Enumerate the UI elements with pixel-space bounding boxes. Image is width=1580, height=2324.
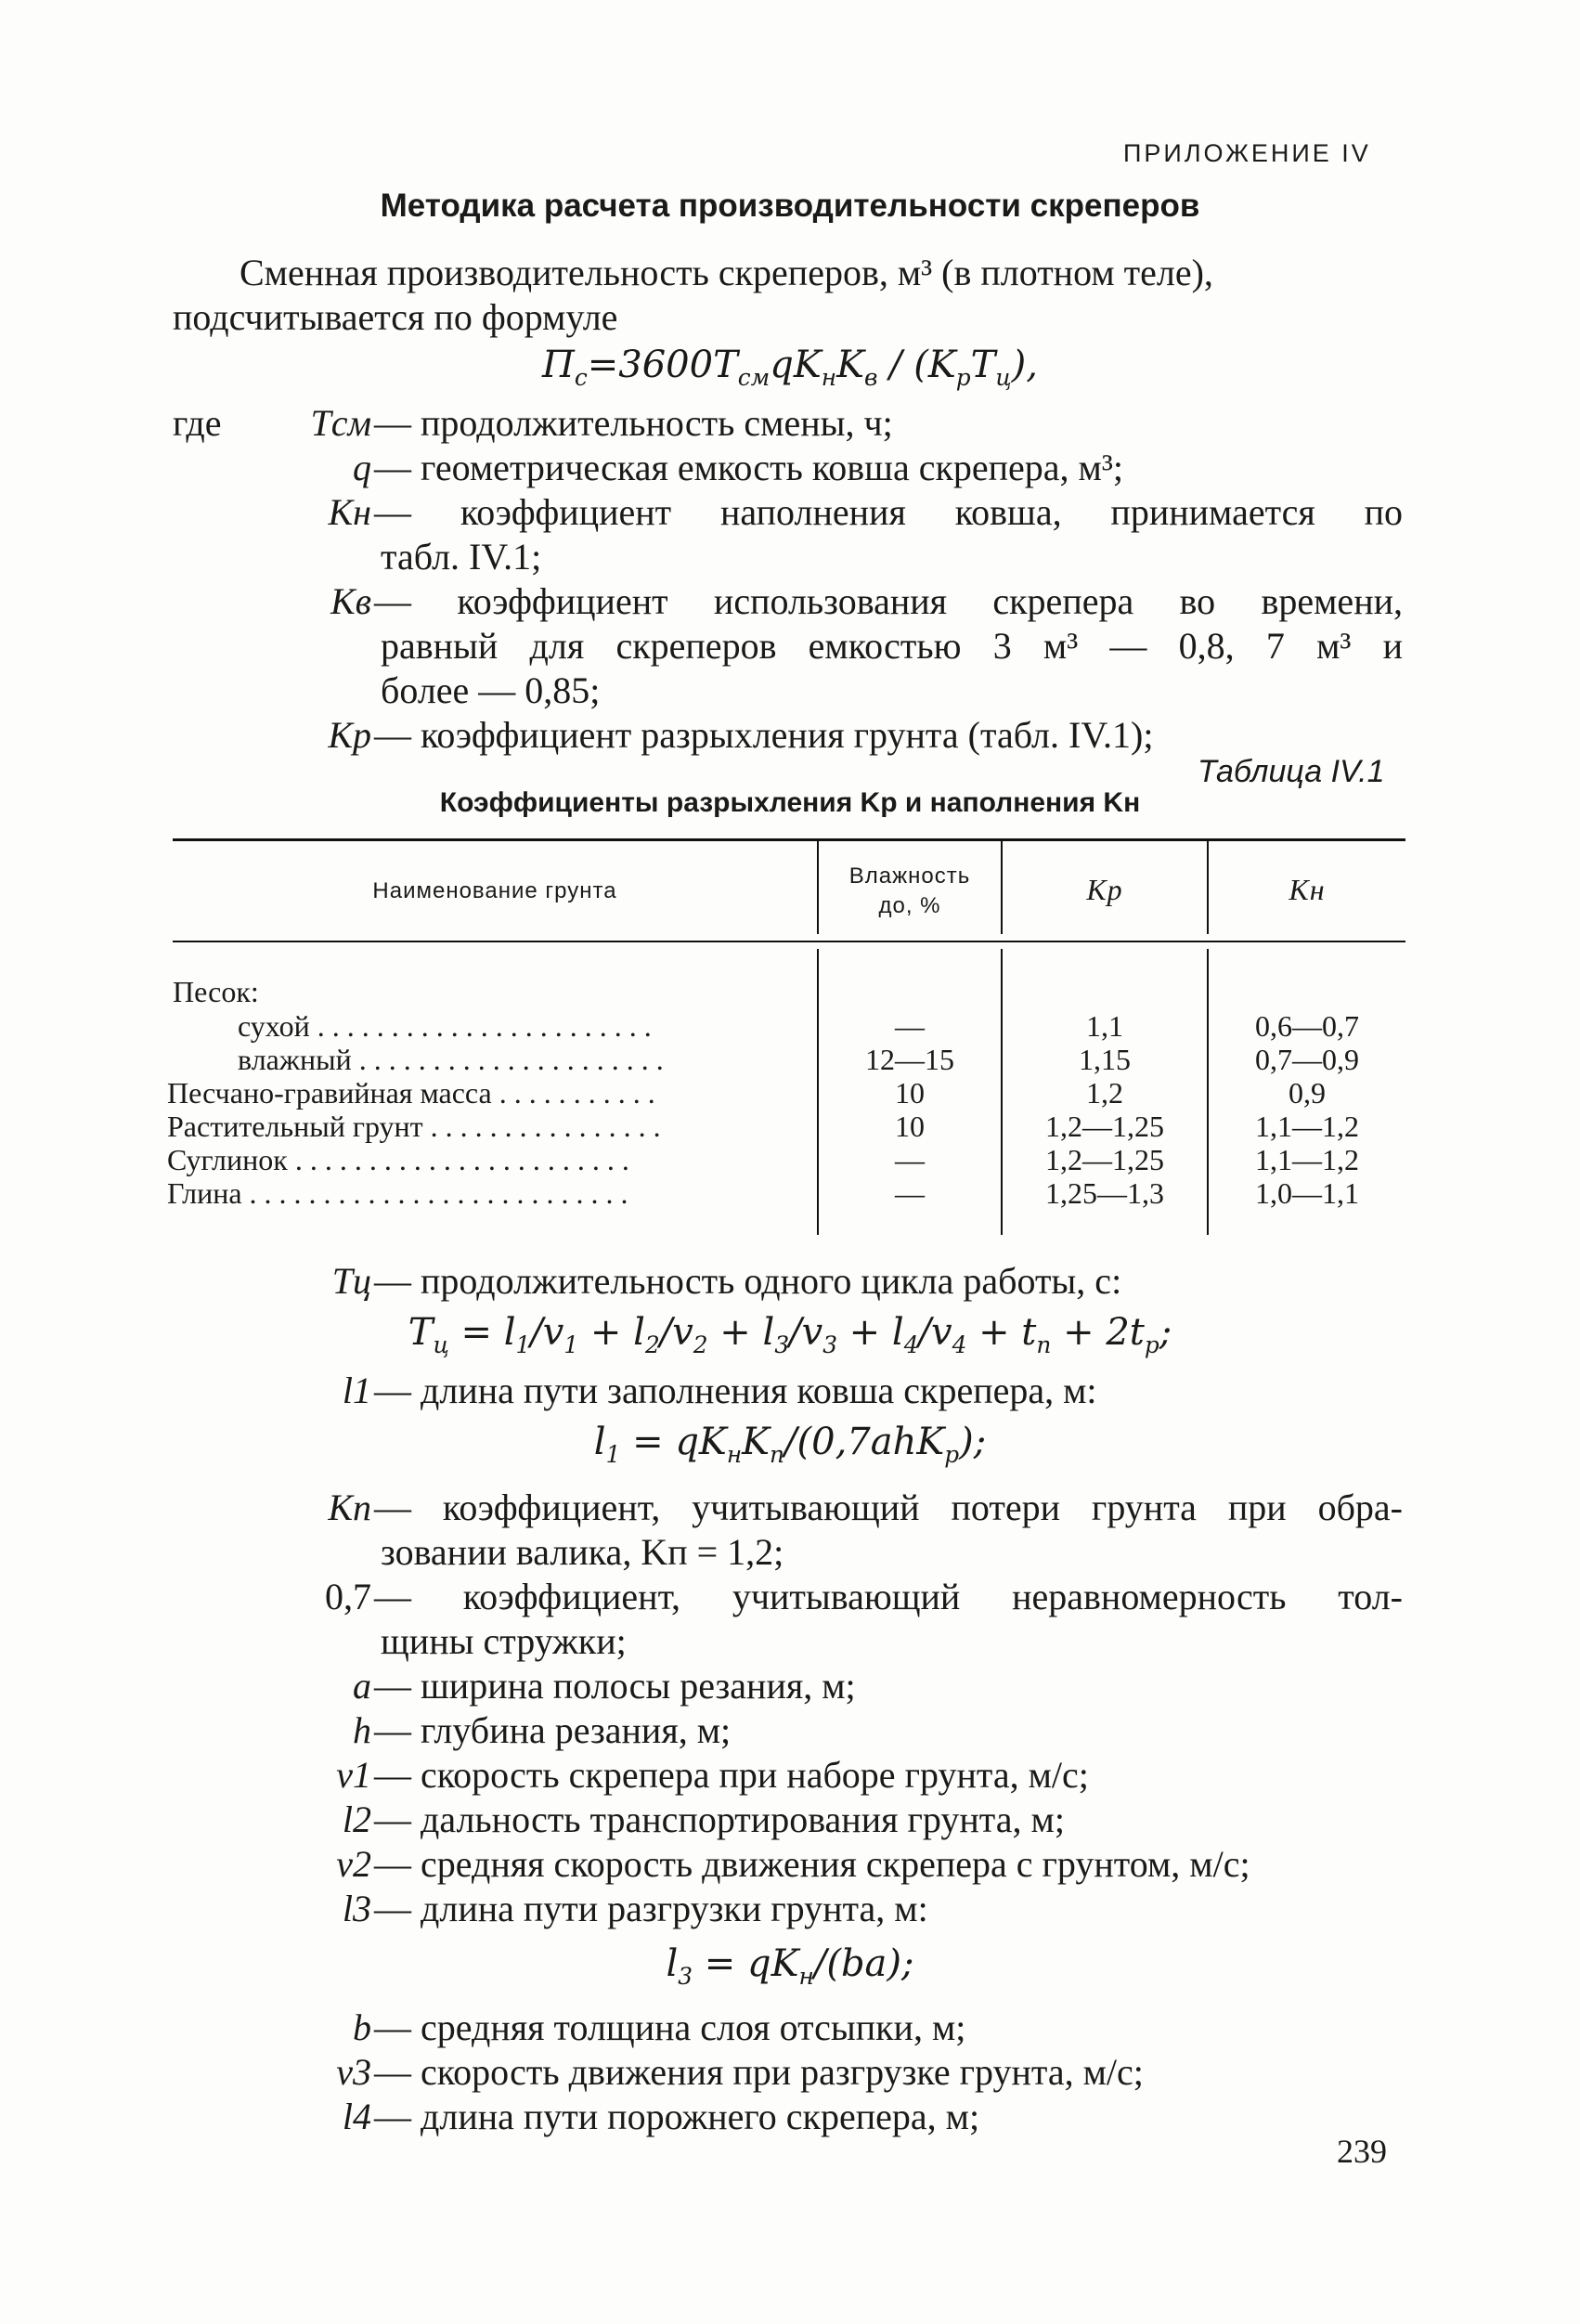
term-h: h — [353, 1709, 371, 1751]
def-b: — средняя толщина слоя отсыпки, м; — [374, 2006, 966, 2048]
def-coef-07-line-2: щины стружки; — [381, 1620, 627, 1662]
def-kv-line-2: равный для скреперов емкостью 3 м³ — 0,8, 7 м³ и — [381, 625, 1403, 667]
term-b: b — [353, 2006, 371, 2048]
term-coef-07: 0,7 — [325, 1576, 371, 1617]
def-kp-loss-line-1: — коэффициент, учитывающий потери грунта при обра- — [374, 1487, 1403, 1528]
table-cell-kn: 0,7—0,9 — [1255, 1043, 1359, 1076]
def-kv-line-1: — коэффициент использования скрепера во времени, — [374, 580, 1403, 622]
intro-line-2: подсчитывается по формуле — [173, 296, 618, 338]
table-cell-kn: 1,1—1,2 — [1255, 1143, 1359, 1176]
th-moisture-1: Влажность — [848, 863, 971, 889]
table-cell-moisture: 10 — [895, 1110, 925, 1143]
where-word: где — [173, 402, 222, 444]
term-v1: v1 — [336, 1754, 371, 1796]
def-coef-07-line-1: — коэффициент, учитывающий неравномерность тол- — [374, 1576, 1403, 1617]
table-cell-kp: 1,25—1,3 — [1045, 1176, 1164, 1210]
def-tsm: — продолжительность смены, ч; — [374, 402, 893, 444]
th-moisture-2: до, % — [878, 893, 941, 918]
th-kp: Kр — [1086, 873, 1123, 906]
formula-l3: $l_3 = qK_н/(ba)$; — [666, 1942, 914, 1990]
page-number: 239 — [1337, 2133, 1387, 2170]
table-row-name: Песчано-гравийная масса . . . . . . . . . . . — [167, 1076, 655, 1110]
def-h: — глубина резания, м; — [374, 1709, 732, 1751]
table-cell-kp: 1,2—1,25 — [1045, 1143, 1164, 1176]
def-kn-line-2: табл. IV.1; — [381, 536, 542, 578]
table-label: Таблица IV.1 — [1198, 754, 1385, 789]
table-row-name: влажный . . . . . . . . . . . . . . . . . . . . . — [238, 1043, 664, 1076]
term-l4: l4 — [342, 2096, 371, 2137]
table-top-rule — [173, 838, 1405, 841]
term-v3: v3 — [336, 2051, 371, 2093]
term-q: q — [353, 447, 371, 488]
def-l4: — длина пути порожнего скрепера, м; — [374, 2096, 980, 2137]
term-kr: Kр — [328, 714, 371, 756]
th-soil-name: Наименование грунта — [372, 878, 617, 903]
def-tc: — продолжительность одного цикла работы, с: — [374, 1260, 1122, 1302]
table-cell-kn: 1,0—1,1 — [1255, 1176, 1359, 1210]
def-a: — ширина полосы резания, м; — [374, 1665, 856, 1707]
table-title: Коэффициенты разрыхления Kр и наполнения Kн — [439, 787, 1141, 818]
table-cell-moisture: — — [895, 1143, 925, 1176]
term-kv: Kв — [330, 580, 371, 622]
table-row-name: Глина . . . . . . . . . . . . . . . . . . . . . . . . . . — [167, 1176, 628, 1210]
table-cell-kn: 1,1—1,2 — [1255, 1110, 1359, 1143]
table-cell-kp: 1,1 — [1086, 1009, 1123, 1043]
appendix-label: ПРИЛОЖЕНИЕ IV — [1123, 139, 1371, 167]
table-cell-moisture: — — [895, 1009, 925, 1043]
def-kv-line-3: более — 0,85; — [381, 669, 601, 711]
table-cell-kp: 1,15 — [1079, 1043, 1131, 1076]
table-cell-moisture: 12—15 — [865, 1043, 954, 1076]
def-kn-line-1: — коэффициент наполнения ковша, принимается по — [374, 491, 1403, 533]
table-cell-kn: 0,9 — [1289, 1076, 1326, 1110]
def-l1: — длина пути заполнения ковша скрепера, м: — [374, 1370, 1097, 1411]
term-v2: v2 — [336, 1843, 371, 1885]
table-cell-kp: 1,2—1,25 — [1045, 1110, 1164, 1143]
term-kn: Kн — [328, 491, 371, 533]
table-cell-kp: 1,2 — [1086, 1076, 1123, 1110]
formula-main: $П_с=3600T_{см}qK_нK_в / (K_рT_ц)$, — [541, 344, 1038, 391]
def-l3: — длина пути разгрузки грунта, м: — [374, 1888, 928, 1929]
def-v1: — скорость скрепера при наборе грунта, м/с; — [374, 1754, 1089, 1796]
def-kp-loss-line-2: зовании валика, Kп = 1,2; — [381, 1531, 784, 1573]
table-cell-kn: 0,6—0,7 — [1255, 1009, 1359, 1043]
term-a: a — [353, 1665, 371, 1707]
def-kr: — коэффициент разрыхления грунта (табл. IV.1); — [374, 714, 1154, 756]
table-row-name: Растительный грунт . . . . . . . . . . . . . . . . — [167, 1110, 661, 1143]
table-cell-moisture: 10 — [895, 1076, 925, 1110]
term-kp-loss: Kп — [328, 1487, 371, 1528]
formula-l1: $l_1 = qK_нK_п/(0,7ahK_р)$; — [593, 1421, 987, 1468]
term-l1: l1 — [342, 1370, 371, 1411]
def-v3: — скорость движения при разгрузке грунта, м/с; — [374, 2051, 1144, 2093]
table-cell-moisture: — — [895, 1176, 925, 1210]
table-header-rule — [173, 941, 1405, 942]
table-group-sand: Песок: — [173, 975, 259, 1008]
section-heading: Методика расчета производительности скреперов — [380, 188, 1200, 224]
term-l3: l3 — [342, 1888, 371, 1929]
def-l2: — дальность транспортирования грунта, м; — [374, 1798, 1065, 1840]
formula-tc: $T_ц = l_1/v_1 + l_2/v_2 + l_3/v_3 + l_4/v_4 + t_п + 2t_р$; — [408, 1311, 1172, 1358]
def-v2: — средняя скорость движения скрепера с грунтом, м/с; — [374, 1843, 1250, 1885]
def-q: — геометрическая емкость ковша скрепера, м³; — [374, 447, 1123, 488]
term-tc: Tц — [331, 1260, 371, 1302]
table-row-name: Суглинок . . . . . . . . . . . . . . . . . . . . . . . — [167, 1143, 629, 1176]
table-row-name: сухой . . . . . . . . . . . . . . . . . . . . . . . — [238, 1009, 652, 1043]
term-l2: l2 — [342, 1798, 371, 1840]
term-tsm: Tсм — [310, 402, 371, 444]
intro-line-1: Сменная производительность скреперов, м³ (в плотном теле), — [240, 252, 1213, 293]
th-kn: Kн — [1289, 873, 1326, 906]
